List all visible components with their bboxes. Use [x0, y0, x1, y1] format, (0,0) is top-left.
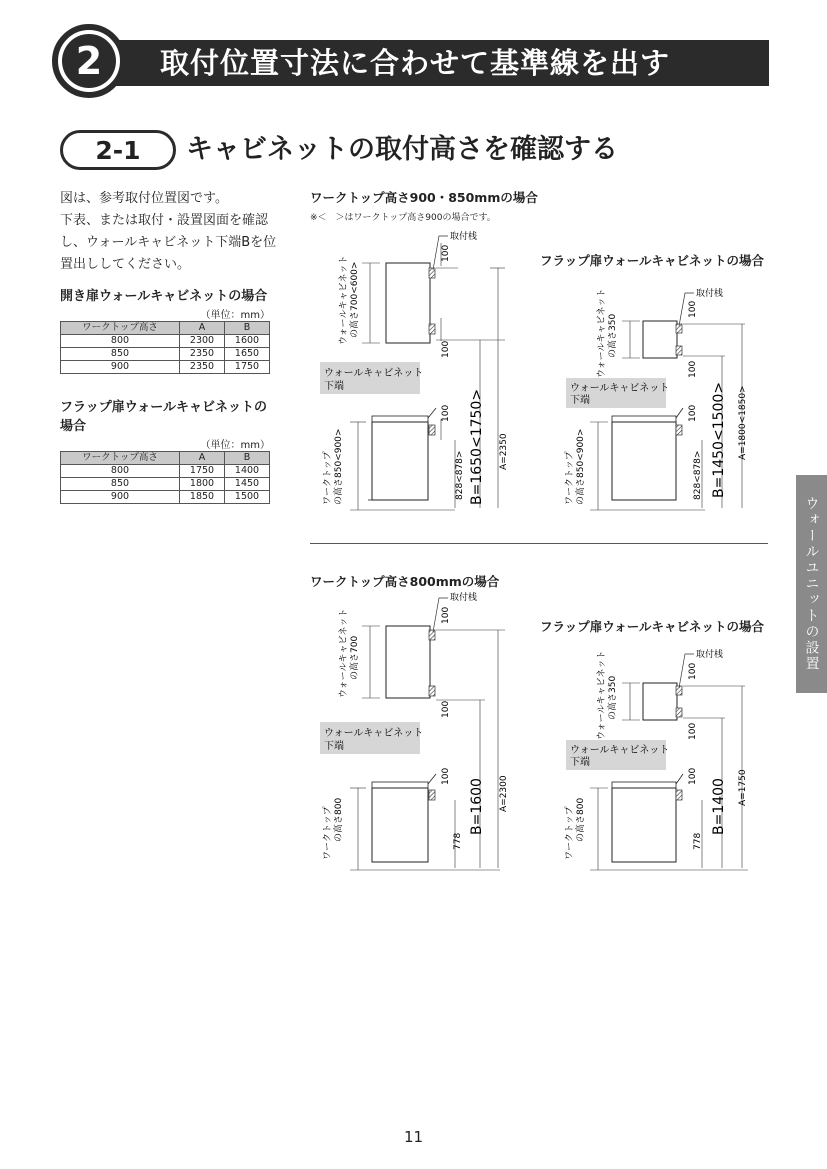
- cabinet-height-label: ウォールキャビネット: [339, 255, 349, 345]
- table-cell: 900: [61, 491, 180, 504]
- cabinet-height-label: ウォールキャビネット: [339, 608, 349, 698]
- table-unit: （単位：mm）: [200, 440, 270, 451]
- wall-bottom-label: 下端: [570, 757, 590, 768]
- base-cabinet: [372, 788, 428, 862]
- table-cell: 1750: [225, 361, 270, 374]
- wall-cabinet: [386, 263, 430, 343]
- wall-bottom-label: ウォールキャビネット: [324, 728, 424, 739]
- dim-low: 778: [693, 832, 703, 850]
- wall-cabinet: [643, 683, 677, 720]
- table-header: B: [225, 452, 270, 465]
- rail-label: 取付桟: [450, 593, 478, 603]
- dim-low: 828<878>: [455, 450, 465, 500]
- dim-100: 100: [688, 662, 698, 680]
- table-cell: 1800: [180, 478, 225, 491]
- mounting-rail: [429, 324, 435, 334]
- diagram-title-flap-bottom: フラップ扉ウォールキャビネットの場合: [540, 619, 765, 634]
- wall-bottom-label: 下端: [570, 395, 590, 406]
- countertop: [612, 416, 676, 422]
- table-unit: （単位：mm）: [200, 310, 270, 321]
- intro-line: 下表、または取付・設置図面を確認: [60, 213, 269, 228]
- worktop-height-label: の高さ850<900>: [576, 428, 586, 505]
- rail-label: 取付桟: [696, 289, 724, 299]
- worktop-height-label: ワークトップ: [565, 451, 575, 505]
- intro-line: 図は、参考取付位置図です。: [60, 191, 228, 206]
- wall-bottom-label: ウォールキャビネット: [570, 383, 670, 394]
- dim-a: A=1750: [738, 769, 748, 806]
- table-header: ワークトップ高さ: [61, 452, 180, 465]
- table-cell: 1750: [180, 465, 225, 478]
- countertop: [372, 782, 428, 788]
- table-title: 開き扉ウォールキャビネットの場合: [60, 289, 268, 304]
- diagram-title-top: ワークトップ高さ900・850mmの場合: [310, 190, 538, 205]
- dim-b: B=1650<1750>: [469, 388, 485, 505]
- dim-low: 778: [453, 832, 463, 850]
- countertop: [372, 416, 428, 422]
- cabinet-height-label: ウォールキャビネット: [597, 650, 607, 740]
- rail-label: 取付桟: [696, 650, 724, 660]
- dim-a: A=2350: [499, 433, 509, 470]
- wall-bottom-label: 下端: [324, 741, 344, 752]
- section-title: 取付位置寸法に合わせて基準線を出す: [160, 46, 671, 80]
- dim-100: 100: [688, 360, 698, 378]
- intro-line: し、ウォールキャビネット下端Bを位: [60, 235, 277, 250]
- mounting-rail: [429, 268, 435, 278]
- diagram-title-flap-top: フラップ扉ウォールキャビネットの場合: [540, 253, 765, 268]
- table-cell: 2300: [180, 335, 225, 348]
- table-cell: 1650: [225, 348, 270, 361]
- table-header: A: [180, 452, 225, 465]
- table-cell: 800: [61, 465, 180, 478]
- wall-bottom-label: 下端: [324, 381, 344, 392]
- dim-100: 100: [688, 767, 698, 785]
- dim-b: B=1400: [711, 778, 727, 835]
- table-cell: 800: [61, 335, 180, 348]
- table-cell: 1850: [180, 491, 225, 504]
- table-header: A: [180, 322, 225, 335]
- subsection-title: キャビネットの取付高さを確認する: [186, 134, 618, 165]
- table-header: B: [225, 322, 270, 335]
- table-cell: 900: [61, 361, 180, 374]
- dim-100: 100: [441, 606, 451, 624]
- table-header: ワークトップ高さ: [61, 322, 180, 335]
- dim-100: 100: [688, 404, 698, 422]
- wall-bottom-label: ウォールキャビネット: [324, 368, 424, 379]
- base-cabinet: [612, 422, 676, 500]
- cabinet-height-label: の高さ350: [608, 675, 618, 720]
- subsection-number: 2-1: [60, 130, 176, 170]
- dim-100: 100: [441, 767, 451, 785]
- section-number: 2: [62, 34, 116, 88]
- table-cell: 1400: [225, 465, 270, 478]
- table-title: フラップ扉ウォールキャビネットの場合: [60, 400, 267, 434]
- wall-bottom-label: ウォールキャビネット: [570, 745, 670, 756]
- cabinet-height-label: の高さ350: [608, 313, 618, 358]
- table-cell: 2350: [180, 361, 225, 374]
- dim-100: 100: [688, 722, 698, 740]
- dim-100: 100: [688, 300, 698, 318]
- dim-a: A=1800<1850>: [738, 385, 748, 460]
- table-cell: 850: [61, 478, 180, 491]
- chapter-side-tab: ウォールユニットの設置: [796, 475, 827, 693]
- dim-b: B=1450<1500>: [711, 381, 727, 498]
- diagram-open-door-800: [320, 591, 509, 870]
- cabinet-height-label: ウォールキャビネット: [597, 288, 607, 378]
- countertop: [612, 782, 676, 788]
- worktop-height-label: の高さ850<900>: [334, 428, 344, 505]
- page-number: 11: [403, 1128, 424, 1146]
- table-cell: 1450: [225, 478, 270, 491]
- diagram-title-bottom: ワークトップ高さ800mmの場合: [310, 574, 500, 589]
- worktop-height-label: の高さ800: [576, 797, 586, 842]
- dim-b: B=1600: [469, 778, 485, 835]
- base-cabinet: [612, 788, 676, 862]
- diagram-flap-800: [564, 648, 748, 870]
- cabinet-height-label: の高さ700: [350, 635, 360, 680]
- base-cabinet: [372, 422, 428, 500]
- diagram-flap-850-900: [564, 287, 748, 510]
- dim-100: 100: [441, 700, 451, 718]
- diagram-note: ※＜ ＞はワークトップ高さ900の場合です。: [310, 213, 496, 223]
- table-cell: 2350: [180, 348, 225, 361]
- rail-label: 取付桟: [450, 232, 478, 242]
- diagram-open-door-850-900: [320, 230, 509, 510]
- worktop-height-label: の高さ800: [334, 797, 344, 842]
- dim-100: 100: [441, 340, 451, 358]
- worktop-height-label: ワークトップ: [323, 806, 333, 860]
- dim-low: 828<878>: [693, 450, 703, 500]
- worktop-height-label: ワークトップ: [323, 451, 333, 505]
- table-cell: 850: [61, 348, 180, 361]
- intro-line: 置出ししてください。: [60, 257, 191, 272]
- dim-a: A=2300: [499, 775, 509, 812]
- wall-cabinet: [386, 626, 430, 698]
- dim-100: 100: [441, 404, 451, 422]
- table-cell: 1500: [225, 491, 270, 504]
- worktop-height-label: ワークトップ: [565, 806, 575, 860]
- wall-cabinet: [643, 321, 677, 358]
- table-cell: 1600: [225, 335, 270, 348]
- cabinet-height-label: の高さ700<600>: [350, 261, 360, 338]
- dim-100: 100: [441, 244, 451, 262]
